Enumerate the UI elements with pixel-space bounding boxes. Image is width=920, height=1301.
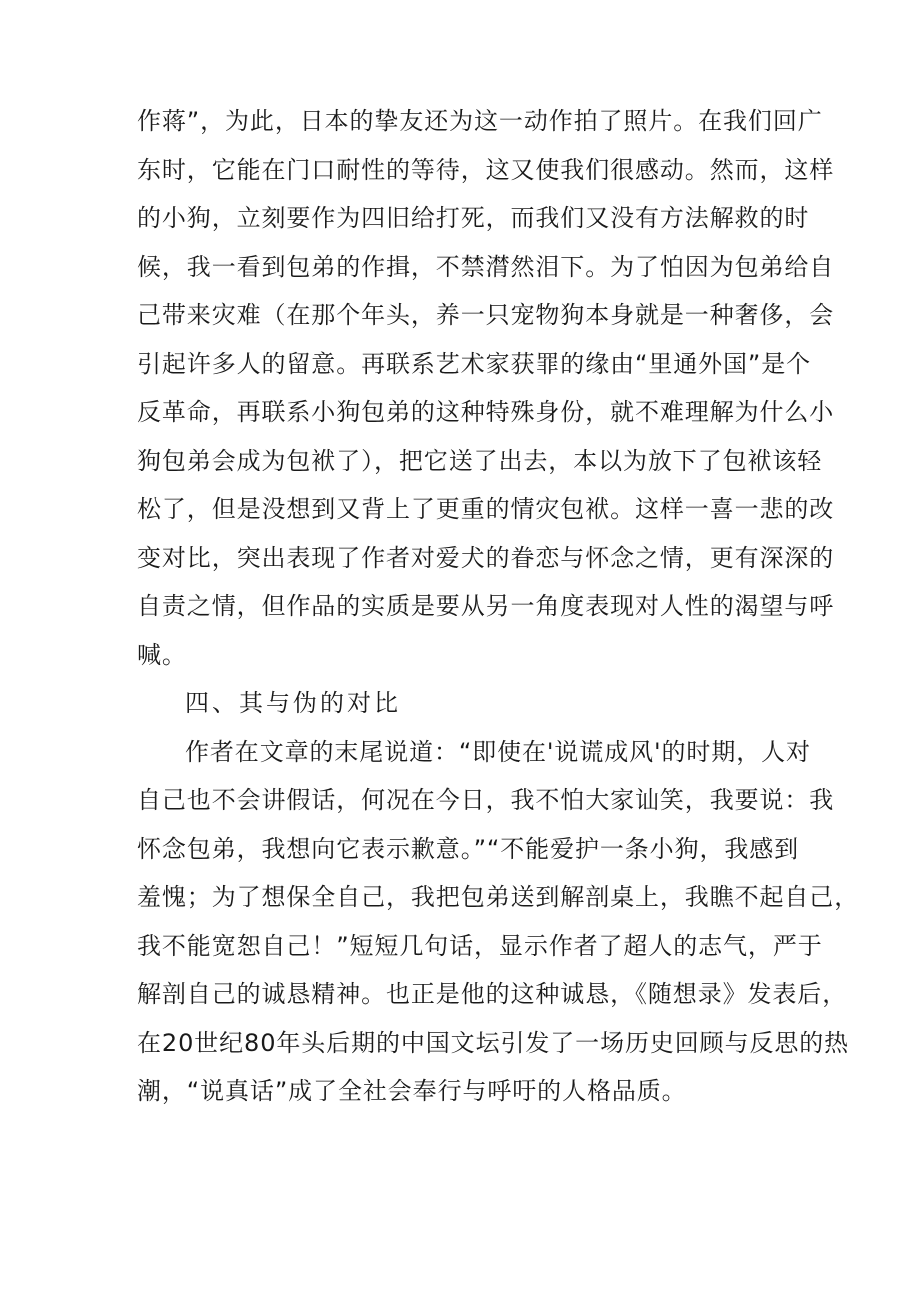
paragraph-line: 反革命，再联系小狗包弟的这种特殊身份，就不难理解为什么小: [137, 398, 835, 426]
paragraph-line: 怀念包弟，我想向它表示歉意。”“不能爱护一条小狗，我感到: [137, 834, 800, 863]
paragraph-line: 羞愧；为了想保全自己，我把包弟送到解剖桌上，我瞧不起自己，: [137, 883, 860, 911]
paragraph-line: 东时，它能在门口耐性的等待，这又使我们很感动。然而，这样: [137, 155, 835, 184]
paragraph-line: 狗包弟会成为包袱了），把它送了出去，本以为放下了包袱该轻: [137, 446, 823, 475]
paragraph-line: 作蒋”，为此，日本的挚友还为这一动作拍了照片。在我们回广: [137, 107, 823, 135]
paragraph-line: 潮，“说真话”成了全社会奉行与呼吁的人格品质。: [137, 1077, 687, 1105]
paragraph-2: [137, 728, 860, 1116]
paragraph-line: 我不能宽恕自己！”短短几句话，显示作者了超人的志气，严于: [137, 931, 823, 960]
paragraph-line: 在20世纪80年头后期的中国文坛引发了一场历史回顾与反思的热: [137, 1028, 850, 1057]
paragraph-line: 的小狗，立刻要作为四旧给打死，而我们又没有方法解救的时: [137, 204, 810, 232]
paragraph-line: 解剖自己的诚恳精神。也正是他的这种诚恳，《随想录》发表后，: [137, 980, 848, 1008]
paragraph-line: 作者在文章的末尾说道：“即使在'说谎成风'的时期，人对: [185, 737, 811, 766]
section-heading: 四、其与伪的对比: [185, 689, 401, 717]
paragraph-line: 候，我一看到包弟的作揖，不禁潸然泪下。为了怕因为包弟给自: [137, 252, 835, 281]
paragraph-line: 松了，但是没想到又背上了更重的情灾包袱。这样一喜一悲的改: [137, 495, 835, 523]
paragraph-line: 自责之情，但作品的实质是要从另一角度表现对人性的渴望与呼: [137, 592, 835, 620]
document-body: [137, 97, 860, 1116]
paragraph-line: 变对比，突出表现了作者对爱犬的眷恋与怀念之情，更有深深的: [137, 543, 835, 572]
paragraph-1: [137, 97, 835, 679]
paragraph-line: 己带来灾难（在那个年头，养一只宠物狗本身就是一种奢侈，会: [137, 301, 835, 329]
paragraph-line: 自己也不会讲假话，何况在今日，我不怕大家讪笑，我要说：我: [137, 786, 835, 814]
paragraph-line: 引起许多人的留意。再联系艺术家获罪的缘由“里通外国”是个: [137, 349, 812, 378]
paragraph-line: 喊。: [137, 640, 187, 669]
